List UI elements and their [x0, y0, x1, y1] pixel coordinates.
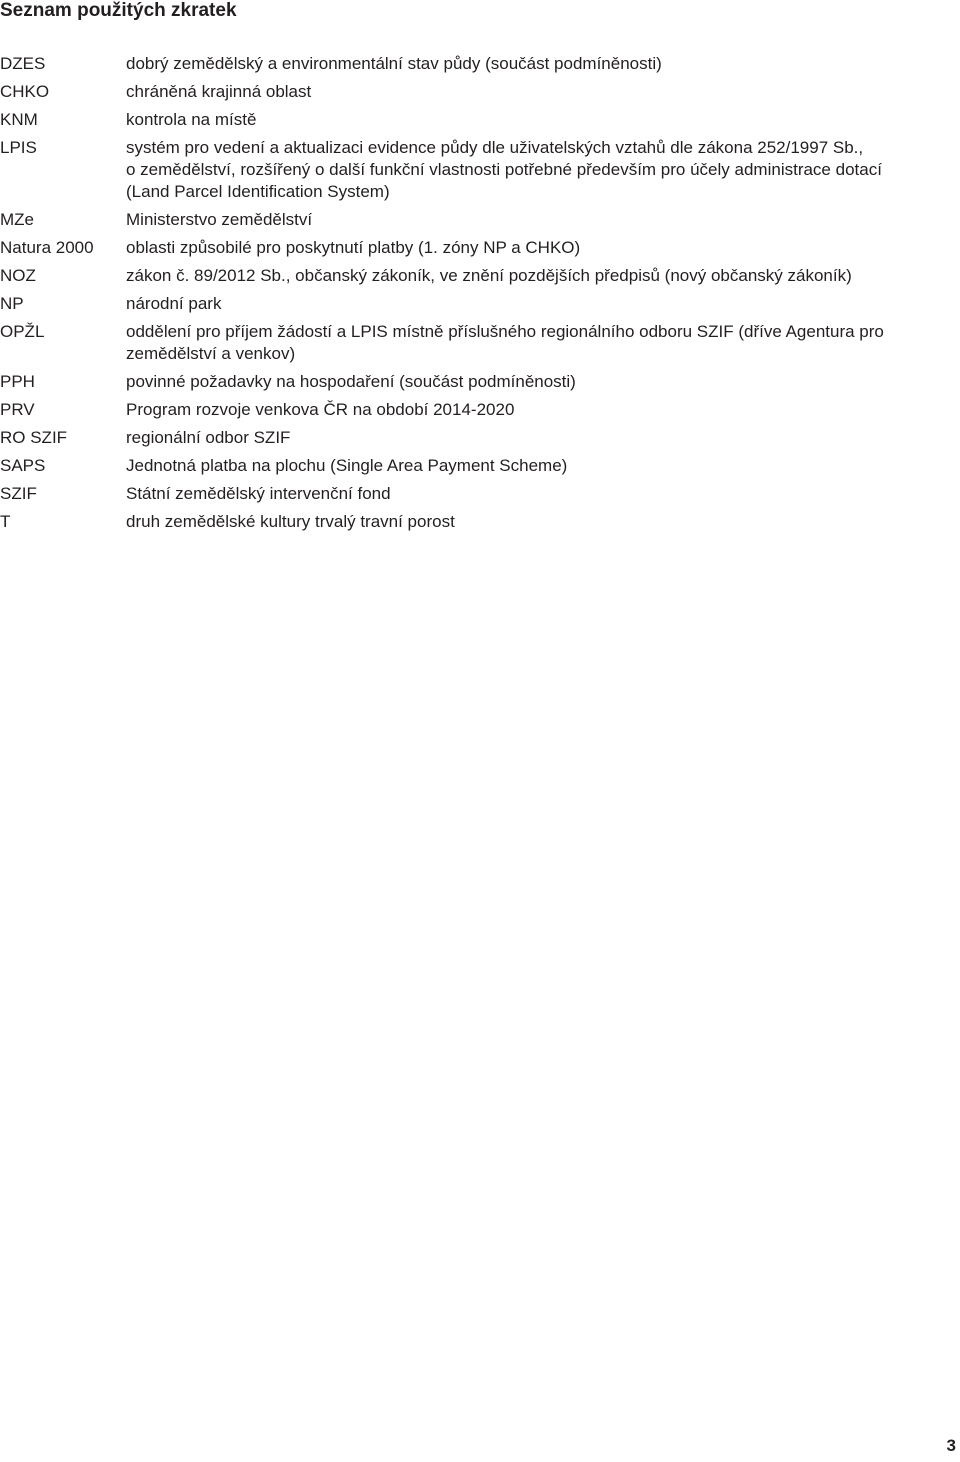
abbreviation-term: SAPS: [0, 456, 46, 475]
abbreviation-definition: [126, 237, 960, 259]
abbreviation-row: [0, 321, 960, 365]
abbreviation-definition: [126, 109, 960, 131]
abbreviation-definition: [126, 321, 960, 365]
abbreviation-row: [0, 427, 960, 449]
abbreviation-definition: [126, 511, 960, 533]
abbreviation-term: PPH: [0, 372, 35, 391]
abbreviation-term: CHKO: [0, 82, 50, 101]
abbreviation-definition: [126, 293, 960, 315]
abbreviation-list: [0, 53, 960, 539]
abbreviation-term: NOZ: [0, 266, 36, 285]
definition-line: oblasti způsobilé pro poskytnutí platby (1. zóny NP a CHKO): [126, 238, 581, 257]
abbreviation-row: [0, 265, 960, 287]
abbreviation-term: NP: [0, 294, 24, 313]
abbreviation-definition: [126, 137, 960, 203]
abbreviation-row: [0, 455, 960, 477]
page-number: 3: [946, 1436, 956, 1455]
definition-line: o zemědělství, rozšířený o další funkční vlastnosti potřebné především pro účely administrace dotací: [126, 160, 882, 179]
abbreviation-definition: [126, 81, 960, 103]
definition-line: druh zemědělské kultury trvalý travní porost: [126, 512, 455, 531]
definition-line: Program rozvoje venkova ČR na období 2014-2020: [126, 400, 515, 419]
definition-line: Ministerstvo zemědělství: [126, 210, 313, 229]
abbreviation-row: [0, 511, 960, 533]
abbreviation-definition: [126, 209, 960, 231]
abbreviation-row: [0, 483, 960, 505]
abbreviation-row: [0, 371, 960, 393]
page-title: Seznam použitých zkratek: [0, 0, 237, 21]
abbreviation-term: RO SZIF: [0, 428, 68, 447]
definition-line: kontrola na místě: [126, 110, 257, 129]
abbreviation-definition: [126, 427, 960, 449]
definition-line: zákon č. 89/2012 Sb., občanský zákoník, ve znění pozdějších předpisů (nový občanský zákoník): [126, 266, 852, 285]
definition-line: chráněná krajinná oblast: [126, 82, 312, 101]
abbreviation-term: SZIF: [0, 484, 37, 503]
abbreviation-term: DZES: [0, 54, 46, 73]
abbreviation-term: Natura 2000: [0, 238, 94, 257]
definition-line: Státní zemědělský intervenční fond: [126, 484, 391, 503]
definition-line: Jednotná platba na plochu (Single Area Payment Scheme): [126, 456, 568, 475]
abbreviation-definition: [126, 371, 960, 393]
abbreviation-definition: [126, 483, 960, 505]
definition-line: povinné požadavky na hospodaření (součást podmíněnosti): [126, 372, 576, 391]
abbreviation-row: [0, 293, 960, 315]
abbreviation-term: KNM: [0, 110, 38, 129]
abbreviation-term: PRV: [0, 400, 35, 419]
abbreviation-term: MZe: [0, 210, 34, 229]
definition-line: zemědělství a venkov): [126, 344, 296, 363]
abbreviation-row: [0, 53, 960, 75]
abbreviation-term: LPIS: [0, 138, 37, 157]
abbreviation-definition: [126, 53, 960, 75]
abbreviation-row: [0, 137, 960, 203]
definition-line: systém pro vedení a aktualizaci evidence půdy dle uživatelských vztahů dle zákona 252/1997 Sb.,: [126, 138, 864, 157]
definition-line: dobrý zemědělský a environmentální stav půdy (součást podmíněnosti): [126, 54, 662, 73]
abbreviation-definition: [126, 399, 960, 421]
abbreviation-term: T: [0, 512, 11, 531]
abbreviation-definition: [126, 455, 960, 477]
abbreviation-term: OPŽL: [0, 322, 45, 341]
abbreviation-definition: [126, 265, 960, 287]
abbreviation-row: [0, 399, 960, 421]
abbreviation-row: [0, 81, 960, 103]
abbreviation-row: [0, 209, 960, 231]
definition-line: (Land Parcel Identification System): [126, 182, 390, 201]
abbreviation-row: [0, 237, 960, 259]
abbreviation-row: [0, 109, 960, 131]
definition-line: regionální odbor SZIF: [126, 428, 291, 447]
definition-line: oddělení pro příjem žádostí a LPIS místně příslušného regionálního odboru SZIF (dříve Agentura pro: [126, 322, 884, 341]
definition-line: národní park: [126, 294, 222, 313]
